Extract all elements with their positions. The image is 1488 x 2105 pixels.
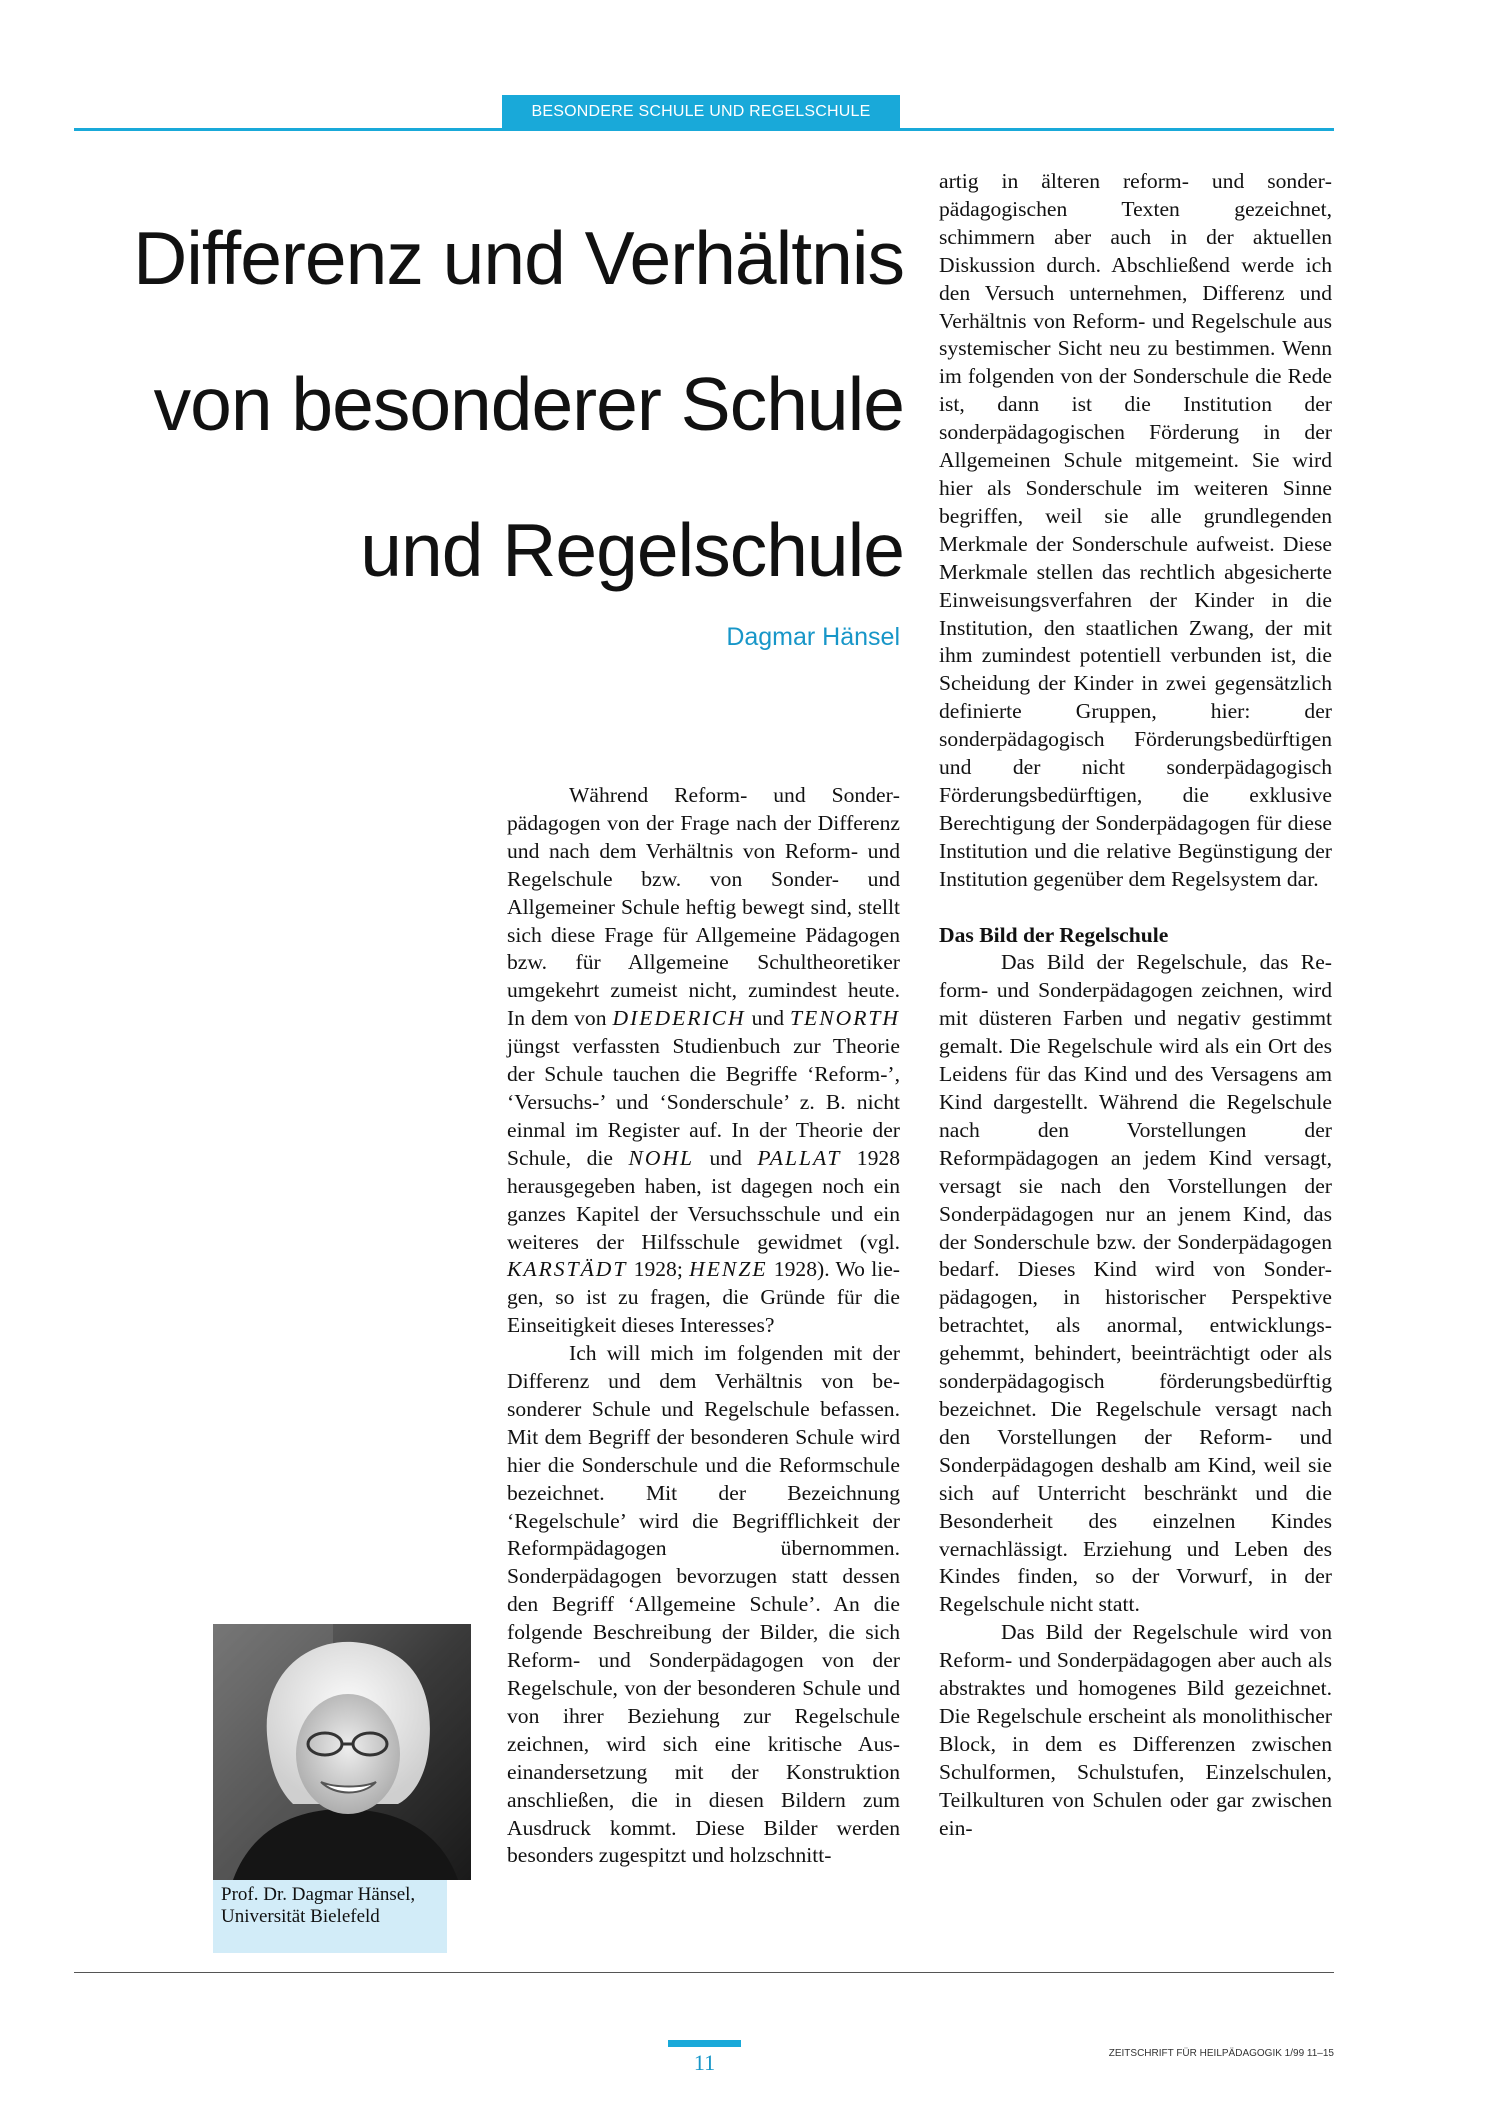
title-line-1: Differenz und Verhältnis xyxy=(133,216,904,300)
title-line-2: von besonderer Schule xyxy=(153,362,904,446)
author-name-pallat: PALLAT xyxy=(757,1145,842,1170)
paragraph-intro: Während Reform- und Sonderpädagogen von der Frage nach der Differenz und nach dem Verhältnis von Reform- und Regelschule bzw. von Sonder- und Allgemeiner Schule heftig bewegt sind, stellt sich diese Frage für Allgemeine Pädagogen bzw. für Allgemeine Schultheoretiker umgekehrt zumeist nicht, zumindest heute. In dem von DIEDERICH und TENORTH jüngst verfassten Studienbuch zur Theorie der Schule tauchen die Begriffe ‘Reform-’, ‘Versuchs-’ und ‘Sonderschule’ z. B. nicht einmal im Register auf. In der Theorie der Schule, die NOHL und PALLAT 1928 herausgegeben haben, ist dagegen noch ein ganzes Kapitel der Versuchsschule und ein weiteres der Hilfsschule gewidmet (vgl. KARSTÄDT 1928; HENZE 1928). Wo liegen, so ist zu fragen, die Gründe für die Einseitigkeit dieses Interesses? xyxy=(507,783,900,1338)
bottom-rule xyxy=(74,1972,1334,1973)
author-portrait xyxy=(213,1624,471,1880)
author-name-nohl: NOHL xyxy=(628,1145,695,1170)
page-number-tab xyxy=(668,2040,741,2047)
article-author: Dagmar Hänsel xyxy=(726,623,900,651)
title-line-3: und Regelschule xyxy=(360,508,904,592)
section-tag: BESONDERE SCHULE UND REGELSCHULE xyxy=(502,95,900,128)
author-name-tenorth: TENORTH xyxy=(790,1006,900,1031)
author-portrait-image xyxy=(213,1624,471,1880)
section-gap xyxy=(939,894,1332,922)
caption-line-1: Prof. Dr. Dagmar Hänsel, xyxy=(221,1884,416,1905)
article-title xyxy=(80,185,904,623)
caption-line-2: Universität Bielefeld xyxy=(221,1906,380,1927)
text-column-2 xyxy=(939,168,1332,1842)
top-rule xyxy=(74,128,1334,131)
author-name-karstaedt: KARSTÄDT xyxy=(507,1257,628,1282)
paragraph-2: Ich will mich im folgenden mit der Differenz und dem Verhältnis von besonderer Schule und Regelschule befassen. Mit dem Begriff der besonderen Schule wird hier die Sonderschule und die Reformschule bezeichnet. Mit der Bezeichnung ‘Regelschule’ wird die Begrifflichkeit der Reformpädagogen übernommen. Sonderpädagogen bevorzugen statt dessen den Begriff ‘Allgemeine Schule’. An die folgende Beschreibung der Bilder, die sich Reform- und Sonderpädagogen von der Regelschule, von der besonderen Schule und von ihrer Beziehung zur Regelschule zeichnen, wird sich eine kritische Auseinandersetzung mit der Konstruktion anschließen, die in diesen Bildern zum Ausdruck kommt. Diese Bilder werden besonders zugespitzt und holzschnitt- xyxy=(507,1341,900,1868)
journal-citation: ZEITSCHRIFT FÜR HEILPÄDAGOGIK 1/99 11–15 xyxy=(1108,2048,1334,2059)
page-number: 11 xyxy=(693,2050,716,2075)
author-name-diederich: DIEDERICH xyxy=(612,1006,746,1031)
paragraph-continuation: artig in älteren reform- und sonderpädagogischen Texten gezeichnet, schimmern aber auch in der aktuellen Diskussion durch. Abschließend werde ich den Versuch unternehmen, Differenz und Verhältnis von Reform- und Regelschule aus systemischer Sicht neu zu bestimmen. Wenn im folgenden von der Sonderschule die Rede ist, dann ist die Institution der sonderpädagogischen Förderung in der Allgemeinen Schule mitgemeint. Sie wird hier als Sonderschule im weiteren Sinne begriffen, weil sie alle grundlegenden Merkmale der Sonderschule aufweist. Diese Merkmale stellen das rechtlich abgesicherte Einweisungsverfahren der Kinder in die Institution, den staatlichen Zwang, der mit ihm zumindest potentiell verbunden ist, die Scheidung der Kinder in zwei gegensätzlich definierte Gruppen, hier: der sonderpädagogisch Förderungsbedürftigen und der nicht sonderpädagogisch Förderungsbedürftigen, die exklusive Berechtigung der Sonderpädagogen für diese Institution und die relative Begünstigung der Institution gegenüber dem Regelsystem dar. xyxy=(939,169,1332,891)
paragraph-3: Das Bild der Regelschule, das Reform- und Sonderpädagogen zeichnen, wird mit düsteren Farben und negativ gestimmt gemalt. Die Regelschule wird als ein Ort des Leidens für das Kind und des Versagens am Kind dargestellt. Während die Regelschule nach den Vorstellungen der Reformpädagogen an jedem Kind versagt, versagt sie nach den Vorstellungen der Sonderpädagogen nur an jenem Kind, das der Sonderschule bzw. der Sonderpädagogen bedarf. Dieses Kind wird von Sonderpädagogen, in historischer Perspektive betrachtet, als anormal, entwicklungsgehemmt, behindert, beeinträchtigt oder als sonderpädagogisch förderungsbedürftig bezeichnet. Die Regelschule versagt nach den Vorstellungen der Reform- und Sonderpädagogen deshalb am Kind, weil sie sich auf Unterricht beschränkt und die Besonderheit des einzelnen Kindes vernachlässigt. Erziehung und Leben des Kindes finden, so der Vorwurf, in der Regelschule nicht statt. xyxy=(939,950,1332,1617)
section-heading: Das Bild der Regelschule xyxy=(939,922,1169,947)
author-name-henze: HENZE xyxy=(689,1257,768,1282)
paragraph-4: Das Bild der Regelschule wird von Reform- und Sonderpädagogen aber auch als abstraktes und homogenes Bild gezeichnet. Die Regelschule erscheint als monolithischer Block, in dem es Differenzen zwischen Schulformen, Schulstufen, Einzelschulen, Teilkulturen von Schulen oder gar zwischen ein- xyxy=(939,1620,1332,1840)
text-column-1 xyxy=(507,782,900,1870)
photo-caption xyxy=(213,1880,447,1953)
